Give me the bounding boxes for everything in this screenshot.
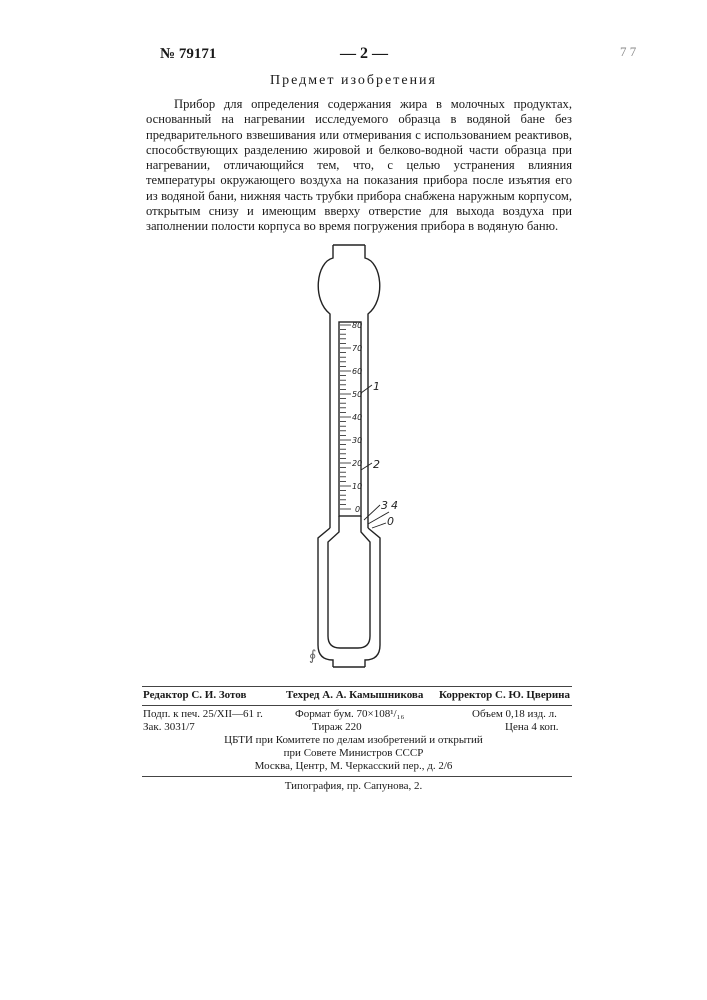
order-number: Зак. 3031/7 xyxy=(143,721,195,733)
publisher-line-2: при Совете Министров СССР xyxy=(283,747,424,759)
callout-0: 0 xyxy=(387,515,394,528)
scale-ticks xyxy=(340,325,351,509)
callout-1: 1 xyxy=(373,380,380,393)
printing-house: Типография, пр. Сапунова, 2. xyxy=(284,780,423,792)
callout-3: 3 xyxy=(381,499,388,512)
volume: Объем 0,18 изд. л. xyxy=(472,708,557,720)
footer-rule-top xyxy=(142,686,572,687)
callout-2: 2 xyxy=(373,458,380,471)
scale-label-50: 50 xyxy=(352,390,363,399)
bulb-outline xyxy=(318,245,380,322)
patent-number: № 79171 xyxy=(160,46,217,62)
callout-4: 4 xyxy=(391,499,398,512)
editor: Редактор С. И. Зотов xyxy=(143,689,247,701)
scale-label-30: 30 xyxy=(352,436,363,445)
scale-label-40: 40 xyxy=(352,413,363,422)
bottom-mark: ∮ xyxy=(309,648,317,664)
signed-date: Подп. к печ. 25/XII—61 г. xyxy=(143,708,263,720)
techeditor: Техред А. А. Камышникова xyxy=(286,689,424,701)
scale-label-20: 20 xyxy=(352,459,363,468)
proofreader: Корректор С. Ю. Цверина xyxy=(439,689,571,701)
publisher-line-1: ЦБТИ при Комитете по делам изобретений и открытий xyxy=(224,734,483,746)
claim-paragraph: Прибор для определения содержания жира в молочных продуктах, основанный на нагревании исследуемого образца в водяной бане без предварительного взвешивания или отмеривания с использованием реактивов, способствующих разделению жировой и белково-водной части образца при нагревании, отличающийся тем, что, с целью устранения влияния температуры окружающего воздуха на показания прибора после изъятия его из водяной бани, нижняя часть трубки прибора снабжена наружным корпусом, открытым снизу и имеющим вверху отверстие для выхода воздуха при заполнении полости корпуса во время погружения прибора в водяную баню. xyxy=(146,97,572,234)
scale-label-70: 70 xyxy=(352,344,363,353)
footer-rule-bottom xyxy=(142,705,572,706)
corner-mark: 7 7 xyxy=(620,44,637,59)
footer-rule-printing xyxy=(142,776,572,777)
inner-chamber xyxy=(328,516,370,648)
scale-label-0: 0 xyxy=(355,505,361,514)
publisher-address: Москва, Центр, М. Черкасский пер., д. 2/6 xyxy=(254,760,453,772)
scale-label-80: 80 xyxy=(352,321,363,330)
print-run: Тираж 220 xyxy=(312,721,362,733)
page-number: — 2 — xyxy=(340,45,388,62)
section-title: Предмет изобретения xyxy=(270,73,437,88)
scale-label-60: 60 xyxy=(352,367,363,376)
paper-format: Формат бум. 70×108¹/₁₆ xyxy=(295,708,405,720)
price: Цена 4 коп. xyxy=(505,721,559,733)
scale-label-10: 10 xyxy=(352,482,363,491)
